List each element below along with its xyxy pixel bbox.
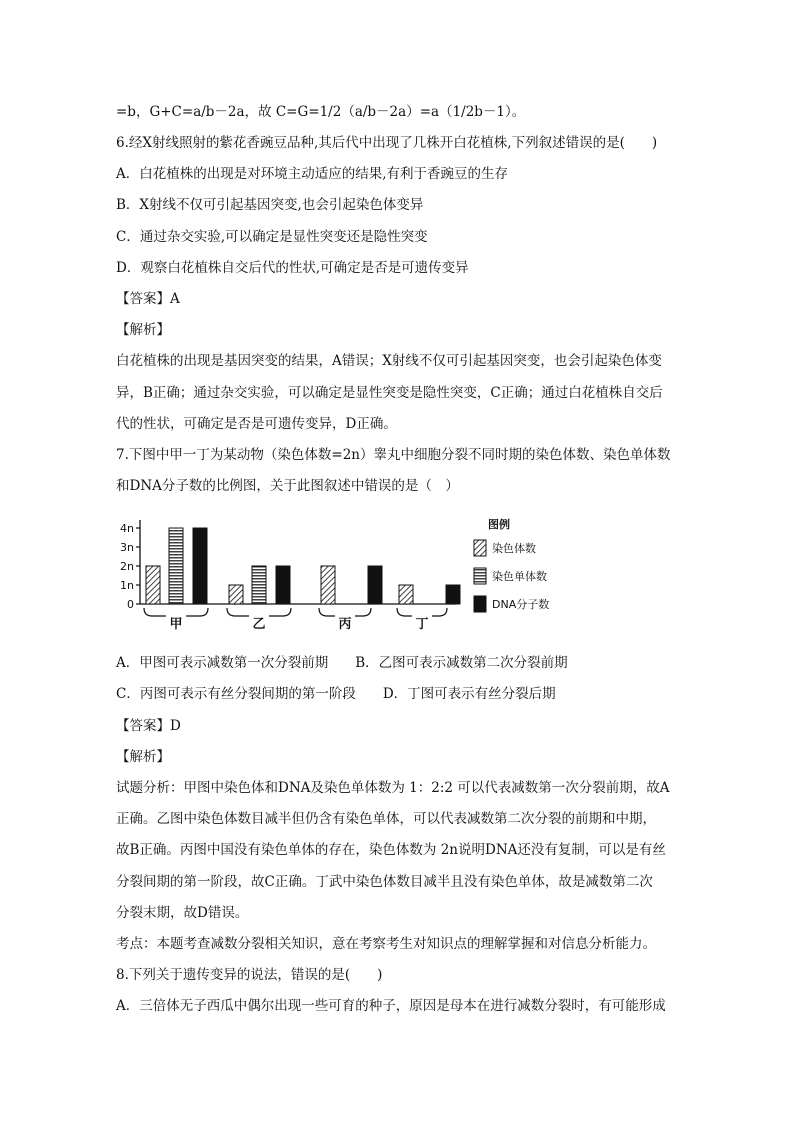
q7-answer: 【答案】D — [116, 718, 181, 734]
q6-analysis-3: 代的性状，可确定是否是可遗传变异，D正确。 — [116, 416, 397, 432]
q6-option-c: C．通过杂交实验,可以确定是显性突变还是隐性突变 — [116, 229, 428, 245]
q6-option-b: B．X射线不仅可引起基因突变,也会引起染色体变异 — [116, 197, 424, 213]
category-label: 甲 — [169, 617, 183, 632]
legend-label: 染色体数 — [492, 542, 536, 555]
legend-label: DNA分子数 — [492, 598, 550, 611]
y-tick-label: 1n — [120, 579, 134, 592]
group-bracket — [319, 608, 371, 616]
q7-analysis-5: 分裂末期，故D错误。 — [116, 905, 249, 921]
q6-option-d: D．观察白花植株自交后代的性状,可确定是否是可遗传变异 — [116, 260, 469, 276]
q6-answer: 【答案】A — [116, 291, 180, 307]
category-label: 丙 — [338, 617, 352, 632]
bar-chart — [116, 512, 566, 640]
q6-option-a: A．白花植株的出现是对环境主动适应的结果,有利于香豌豆的生存 — [116, 166, 509, 182]
legend-label: 染色单体数 — [492, 570, 547, 583]
bar-丁-2 — [446, 585, 460, 604]
group-bracket — [144, 608, 208, 616]
q8-option-a: A．三倍体无子西瓜中偶尔出现一些可育的种子，原因是母本在进行减数分裂时，有可能形成 — [116, 998, 666, 1014]
y-tick-label: 4n — [120, 522, 134, 535]
bar-甲-1 — [169, 528, 183, 604]
legend-swatch — [474, 596, 486, 612]
q6-analysis-2: 异，B正确；通过杂交实验，可以确定是显性突变是隐性突变，C正确；通过白花植株自交后 — [116, 385, 663, 401]
q7-stem-2: 和DNA分子数的比例图，关于此图叙述中错误的是（ ） — [116, 478, 459, 494]
bar-甲-2 — [193, 528, 207, 604]
y-tick-label: 2n — [120, 560, 134, 573]
q7-analysis-head: 【解析】 — [116, 749, 170, 765]
bar-乙-2 — [276, 566, 290, 604]
q6-analysis-1: 白花植株的出现是基因突变的结果，A错误；X射线不仅可引起基因突变，也会引起染色体变 — [116, 353, 662, 369]
bar-乙-1 — [252, 566, 266, 604]
y-tick-label: 3n — [120, 541, 134, 554]
legend-title: 图例 — [488, 518, 510, 531]
q6-analysis-head: 【解析】 — [116, 322, 170, 338]
bar-丁-0 — [399, 585, 413, 604]
group-bracket — [397, 608, 447, 616]
q7-analysis-2: 正确。乙图中染色体数目减半但仍含有染色单体，可以代表减数第二次分裂的前期和中期， — [116, 811, 656, 827]
q7-analysis-1: 试题分析：甲图中染色体和DNA及染色单体数为 1：2:2 可以代表减数第一次分裂前期，故A — [116, 780, 670, 796]
line-l01: =b，G+C=a/b－2a，故 C=G=1/2（a/b－2a）=a（1/2b－1）。 — [116, 104, 526, 120]
bar-丙-0 — [321, 566, 335, 604]
q7-stem-1: 7.下图中甲一丁为某动物（染色体数=2n）睾丸中细胞分裂不同时期的染色体数、染色单体数 — [116, 447, 671, 463]
q7-analysis-3: 故B正确。丙图中国没有染色单体的存在，染色体数为 2n说明DNA还没有复制，可以是有丝 — [116, 842, 666, 858]
bar-乙-0 — [229, 585, 243, 604]
q6-stem: 6.经X射线照射的紫花香豌豆品种,其后代中出现了几株开白花植株,下列叙述错误的是( ) — [116, 135, 658, 151]
legend-swatch — [474, 540, 486, 556]
q7-analysis-4: 分裂间期的第一阶段，故C正确。丁武中染色体数目减半且没有染色单体，故是减数第二次 — [116, 874, 653, 890]
bar-丙-2 — [368, 566, 382, 604]
bar-甲-0 — [146, 566, 160, 604]
category-label: 乙 — [252, 617, 266, 632]
category-label: 丁 — [415, 617, 429, 632]
y-tick-label: 0 — [127, 598, 134, 611]
q7-kaodian: 考点：本题考查减数分裂相关知识，意在考察考生对知识点的理解掌握和对信息分析能力。 — [116, 936, 656, 952]
group-bracket — [227, 608, 291, 616]
q7-options-1: A．甲图可表示减数第一次分裂前期 B．乙图可表示减数第二次分裂前期 — [116, 655, 568, 671]
q8-stem: 8.下列关于遗传变异的说法，错误的是( ) — [116, 967, 383, 983]
legend-swatch — [474, 568, 486, 584]
q7-options-2: C．丙图可表示有丝分裂间期的第一阶段 D．丁图可表示有丝分裂后期 — [116, 686, 556, 702]
